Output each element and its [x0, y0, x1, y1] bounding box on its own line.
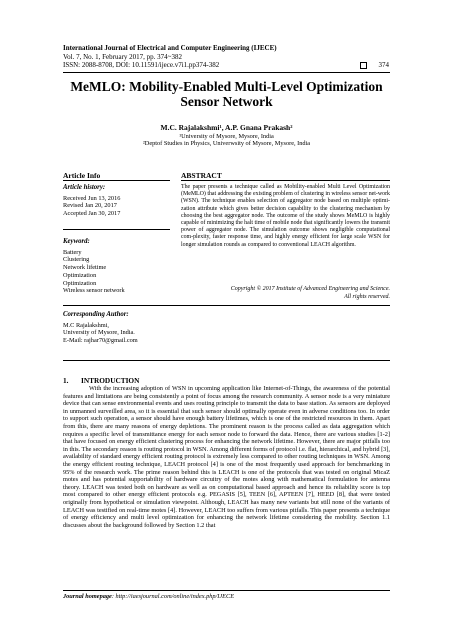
- abstract-text: The paper presents a technique called as Mobility-enabled Multi Level Optimization (MeMLO) that addressing the existing problem of clustering in wireless sensor net-work (WSN). The technique enables selection of aggregator node based on multiple optimi-zation attribute which gives better decision capability to the clustering mechanism by choosing the best aggregator node. The outcome of the study shows MeMLO is highly capable of minimizing the halt time of mobile node that significantly lowers the transmit power of aggregator node. The simulation outcome shows negligible computational com-plexity, faster response time, and highly energy efficient for large scale WSN for longer simulation rounds as compared to conventional LEACH algorithm.: [181, 184, 390, 248]
- keyword-item: Battery: [63, 248, 82, 256]
- keyword-item: Optimization: [63, 271, 97, 279]
- keyword-heading: Keyword:: [63, 238, 90, 245]
- section-title: INTRODUCTION: [81, 376, 140, 385]
- section-number: 1.: [63, 376, 69, 385]
- keyword-item: Wireless sensor network: [63, 287, 125, 295]
- introduction-body: With the increasing adoption of WSN in upcoming application like Internet-of-Things, the awareness of the potential features and limitations are being consistently a point of focus among the research community. A sensor node is a very miniature device that can sense environmental events and uses routing principle to transmit the data to base station. As sensors are deployed in unmanned surveilled area, so it is essential that such sensor should optimally operate even in adverse conditions too. In order to support such operation, a sensor should have enough battery lifetimes, which is one of the restricted resources in them. Apart from this, there are many reasons of energy depletions. The prominent reason is the process called as data aggregation which requires a specific level of transmittance energy for each sensor node to forward the data. Hence, there are various studies [1-2] that have focused on energy efficient clustering process for enhancing the network lifetime. However, there are major pitfalls too in this. The secondary reason is routing protocol in WSN. Among different forms of protocol i.e. flat, hierarchical, and hybrid [3], availability of standard energy efficient routing protocol is extremely less compared to other routing techniques in WSN. Among the energy efficient routing technique, LEACH protocol [4] is one of the most frequently used approach for benchmarking in 95% of the research work. The prime reason behind this is LEACH is one of the protocols that was tested on original MicaZ motes and has potential supportability of hardware circuitry of the motes along with mathematical formulation for antenna theory. LEACH was tested both on hardware as well as on computational based approach and hence its reliability score is top most compared to other energy efficient protocols e.g. PEGASIS [5], TEEN [6], APTEEN [7], HEED [8], that were tested originally from hypothetical or simulation viewpoint. Although, LEACH has many new variants but still none of the variants of LEACH was testified on real-time motes [4]. However, LEACH too suffers from various pitfalls. This paper presents a technique of energy efficiency and multi level optimization for enhancing the network lifetime considering the mobility. Section 1.1 discusses about the background followed by Section 1.2 that: [63, 385, 390, 529]
- corresponding-email: E-Mail: rajhar70@gmail.com: [63, 337, 138, 345]
- journal-volume: Vol. 7, No. 1, February 2017, pp. 374~382: [63, 52, 182, 61]
- corresponding-author: [63, 311, 170, 345]
- corresponding-name: M.C Rajalakshmi,: [63, 321, 109, 329]
- rights-line: All rights reserved.: [344, 293, 390, 300]
- revised-date: Revised Jan 20, 2017: [63, 202, 117, 210]
- keywords-rule: [63, 305, 390, 306]
- keyword-item: Clustering: [63, 256, 90, 264]
- journal-homepage: [63, 593, 234, 600]
- keyword-item: Network lifetime: [63, 264, 107, 272]
- affiliation-1: ¹University of Mysore, Mysore, India: [179, 132, 274, 140]
- page-number: 374: [378, 61, 389, 69]
- front-matter-end-rule: [63, 360, 390, 361]
- abstract-heading: ABSTRACT: [181, 171, 222, 180]
- accepted-date: Accepted Jan 30, 2017: [63, 210, 121, 218]
- copyright-notice: [181, 286, 390, 301]
- square-icon: [360, 62, 367, 69]
- journal-issn: ISSN: 2088-8708, DOI: 10.11591/ijece.v7i1.pp374-382: [63, 61, 220, 70]
- journal-name: International Journal of Electrical and Computer Engineering (IJECE): [63, 44, 277, 52]
- history-heading: Article history:: [63, 184, 106, 191]
- journal-header: [63, 44, 277, 70]
- keywords-block: [63, 238, 170, 295]
- copyright-line: Copyright © 2017 Institute of Advanced Engineering and Science.: [230, 286, 390, 292]
- article-info-rule: [63, 180, 170, 181]
- history-rule: [63, 229, 170, 230]
- corresponding-heading: Corresponding Author:: [63, 311, 129, 318]
- corresponding-institution: University of Mysore, India.: [63, 329, 135, 337]
- introduction-heading: [63, 376, 139, 385]
- abstract-rule: [181, 180, 390, 181]
- author-names: M.C. Rajalakshmi¹, A.P. Gnana Prakash²: [160, 123, 293, 132]
- article-info-heading: Article Info: [63, 171, 101, 180]
- homepage-label: Journal homepage: [63, 593, 112, 600]
- page-number-block: [360, 61, 389, 69]
- paper-title: MeMLO: Mobility-Enabled Multi-Level Optimization Sensor Network: [70, 79, 383, 109]
- received-date: Received Jun 13, 2016: [63, 194, 121, 202]
- keyword-item: Optimization: [63, 279, 97, 287]
- header-divider: [63, 72, 390, 73]
- affiliation-2: ²Deptof Studies in Physics, Univerwsity of Mysore, Mysore, India: [142, 140, 311, 148]
- homepage-url: : http://iaesjournal.com/online/index.php/IJECE: [111, 593, 235, 600]
- author-block: [63, 124, 390, 148]
- article-history: [63, 184, 170, 218]
- footer-divider: [63, 590, 390, 591]
